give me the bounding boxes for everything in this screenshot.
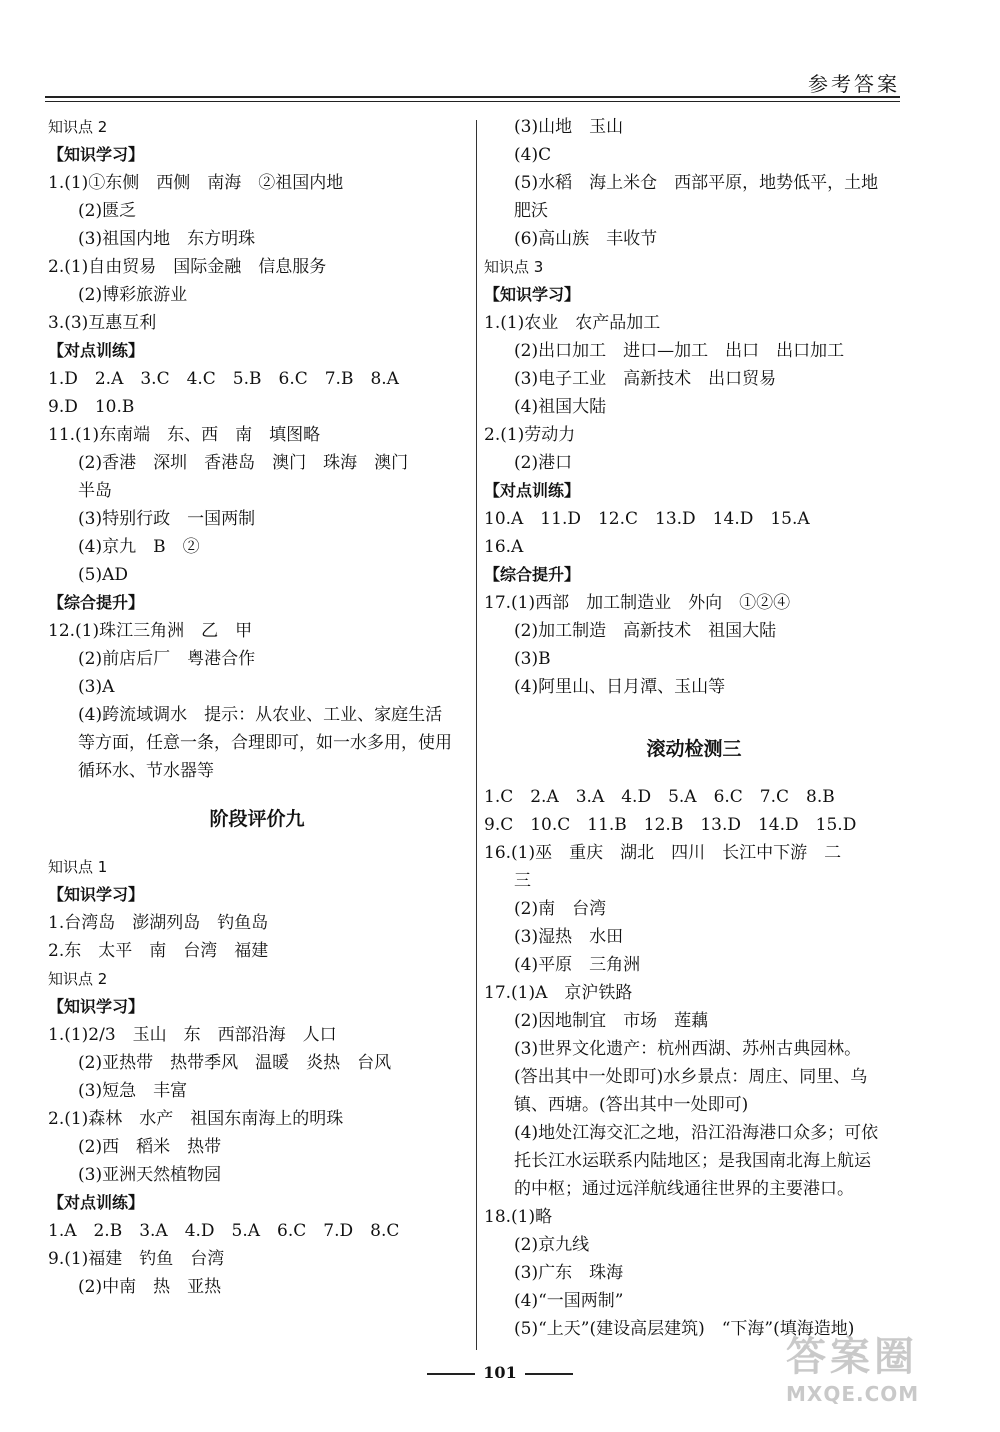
answer-line: 1.(1)2/3 玉山 东 西部沿海 人口 — [48, 1025, 337, 1045]
watermark-text: 答案圈 — [786, 1334, 918, 1380]
answer-line: 16.A — [484, 537, 524, 557]
header-rule — [45, 96, 900, 98]
answer-line: (3)亚洲天然植物园 — [78, 1165, 222, 1185]
answer-line: 9.D 10.B — [48, 397, 135, 417]
header-title: 参考答案 — [808, 72, 900, 96]
section-title: 知识点 2 — [48, 970, 108, 988]
watermark-url: MXQE.COM — [786, 1382, 920, 1406]
answer-line: 1.(1)①东侧 西侧 南海 ②祖国内地 — [48, 173, 344, 193]
answer-line: (2)西 稻米 热带 — [78, 1137, 222, 1157]
answer-line: (2)中南 热 亚热 — [78, 1277, 222, 1297]
answer-line: 3.(3)互惠互利 — [48, 313, 157, 333]
section-label: 【综合提升】 — [48, 593, 145, 612]
answer-line: (3)短急 丰富 — [78, 1081, 188, 1101]
answer-line: (2)匮乏 — [78, 201, 137, 221]
answer-line: (2)亚热带 热带季风 温暖 炎热 台风 — [78, 1053, 392, 1073]
answer-line: 的中枢；通过远洋航线通往世界的主要港口。 — [514, 1179, 854, 1199]
answer-line: (5)AD — [78, 565, 128, 585]
footer-ornament-left — [427, 1373, 475, 1375]
answer-line: 17.(1)A 京沪铁路 — [484, 983, 633, 1003]
answer-line: (4)地处江海交汇之地，沿江沿海港口众多；可依 — [514, 1123, 879, 1143]
section-title: 知识点 2 — [48, 118, 108, 136]
answer-line: (3)湿热 水田 — [514, 927, 624, 947]
answer-line: 2.(1)劳动力 — [484, 425, 576, 445]
answer-line: (2)香港 深圳 香港岛 澳门 珠海 澳门 — [78, 453, 409, 473]
answer-line: (4)跨流域调水 提示：从农业、工业、家庭生活 — [78, 705, 443, 725]
footer-ornament-right — [525, 1373, 573, 1375]
section-label: 【对点训练】 — [48, 341, 145, 360]
right-column — [484, 113, 904, 1343]
answer-line: 镇、西塘。(答出其中一处即可) — [514, 1095, 749, 1115]
answer-line: (4)平原 三角洲 — [514, 955, 641, 975]
answer-line: 2.(1)森林 水产 祖国东南海上的明珠 — [48, 1109, 344, 1129]
answer-line: 半岛 — [78, 481, 112, 501]
answer-line: (5)水稻 海上米仓 西部平原，地势低平，土地 — [514, 173, 879, 193]
answer-line: (2)博彩旅游业 — [78, 285, 188, 305]
answer-line: 1.C 2.A 3.A 4.D 5.A 6.C 7.C 8.B — [484, 787, 835, 807]
answer-line: (2)前店后厂 粤港合作 — [78, 649, 256, 669]
answer-line: (3)电子工业 高新技术 出口贸易 — [514, 369, 777, 389]
answer-line: (4)阿里山、日月潭、玉山等 — [514, 677, 726, 697]
answer-line: 等方面，任意一条，合理即可，如一水多用，使用 — [78, 733, 452, 753]
column-divider — [476, 120, 477, 1350]
answer-line: (6)高山族 丰收节 — [514, 229, 658, 249]
answer-line: (2)南 台湾 — [514, 899, 607, 919]
answer-line: (3)祖国内地 东方明珠 — [78, 229, 256, 249]
answer-line: 11.(1)东南端 东、西 南 填图略 — [48, 425, 321, 445]
answer-line: (3)特别行政 一国两制 — [78, 509, 256, 529]
section-label: 【对点训练】 — [484, 481, 581, 500]
answer-line: 12.(1)珠江三角洲 乙 甲 — [48, 621, 253, 641]
answer-line: 18.(1)略 — [484, 1207, 553, 1227]
answer-line: (4)京九 B ② — [78, 537, 200, 557]
answer-line: 托长江水运联系内陆地区；是我国南北海上航运 — [514, 1151, 871, 1171]
answer-line: (4)C — [514, 145, 552, 165]
answer-line: 1.A 2.B 3.A 4.D 5.A 6.C 7.D 8.C — [48, 1221, 400, 1241]
answer-line: (2)港口 — [514, 453, 573, 473]
answer-line: (5)“上天”(建设高层建筑) “下海”(填海造地) — [514, 1319, 855, 1339]
answer-line: 16.(1)巫 重庆 湖北 四川 长江中下游 二 — [484, 843, 842, 863]
answer-line: 9.C 10.C 11.B 12.B 13.D 14.D 15.D — [484, 815, 857, 835]
answer-line: (3)山地 玉山 — [514, 117, 624, 137]
answer-line: 1.台湾岛 澎湖列岛 钓鱼岛 — [48, 913, 269, 933]
answer-line: 2.东 太平 南 台湾 福建 — [48, 941, 269, 961]
left-column — [48, 113, 466, 1301]
roll-test-title: 滚动检测三 — [646, 738, 742, 760]
answer-line: (2)出口加工 进口—加工 出口 出口加工 — [514, 341, 845, 361]
answer-line: 肥沃 — [514, 201, 548, 221]
answer-line: 循环水、节水器等 — [78, 761, 214, 781]
answer-line: 1.(1)农业 农产品加工 — [484, 313, 661, 333]
section-label: 【知识学习】 — [484, 285, 581, 304]
section-label: 【知识学习】 — [48, 885, 145, 904]
answer-line: (3)A — [78, 677, 115, 697]
section-label: 【对点训练】 — [48, 1193, 145, 1212]
watermark-logo — [786, 1325, 986, 1425]
section-title: 知识点 3 — [484, 258, 544, 276]
answer-line: (2)京九线 — [514, 1235, 590, 1255]
answer-line: (答出其中一处即可)水乡景点：周庄、同里、乌 — [514, 1067, 868, 1087]
answer-line: (3)世界文化遗产：杭州西湖、苏州古典园林。 — [514, 1039, 862, 1059]
page-number: 101 — [483, 1363, 517, 1382]
stage-title: 阶段评价九 — [209, 808, 305, 830]
answer-line: (3)广东 珠海 — [514, 1263, 624, 1283]
answer-line: 10.A 11.D 12.C 13.D 14.D 15.A — [484, 509, 810, 529]
answer-line: (4)祖国大陆 — [514, 397, 607, 417]
answer-line: (2)因地制宜 市场 莲藕 — [514, 1011, 709, 1031]
answer-line: 9.(1)福建 钓鱼 台湾 — [48, 1249, 225, 1269]
answer-line: 1.D 2.A 3.C 4.C 5.B 6.C 7.B 8.A — [48, 369, 399, 389]
section-label: 【综合提升】 — [484, 565, 581, 584]
header-rule-thin — [45, 101, 900, 102]
section-label: 【知识学习】 — [48, 145, 145, 164]
answer-line: (3)B — [514, 649, 551, 669]
answer-line: 17.(1)西部 加工制造业 外向 ①②④ — [484, 593, 791, 613]
answer-line: 三 — [514, 871, 531, 891]
section-label: 【知识学习】 — [48, 997, 145, 1016]
answer-line: (2)加工制造 高新技术 祖国大陆 — [514, 621, 777, 641]
answer-line: (4)“一国两制” — [514, 1291, 624, 1311]
answer-line: 2.(1)自由贸易 国际金融 信息服务 — [48, 257, 327, 277]
section-title: 知识点 1 — [48, 858, 108, 876]
